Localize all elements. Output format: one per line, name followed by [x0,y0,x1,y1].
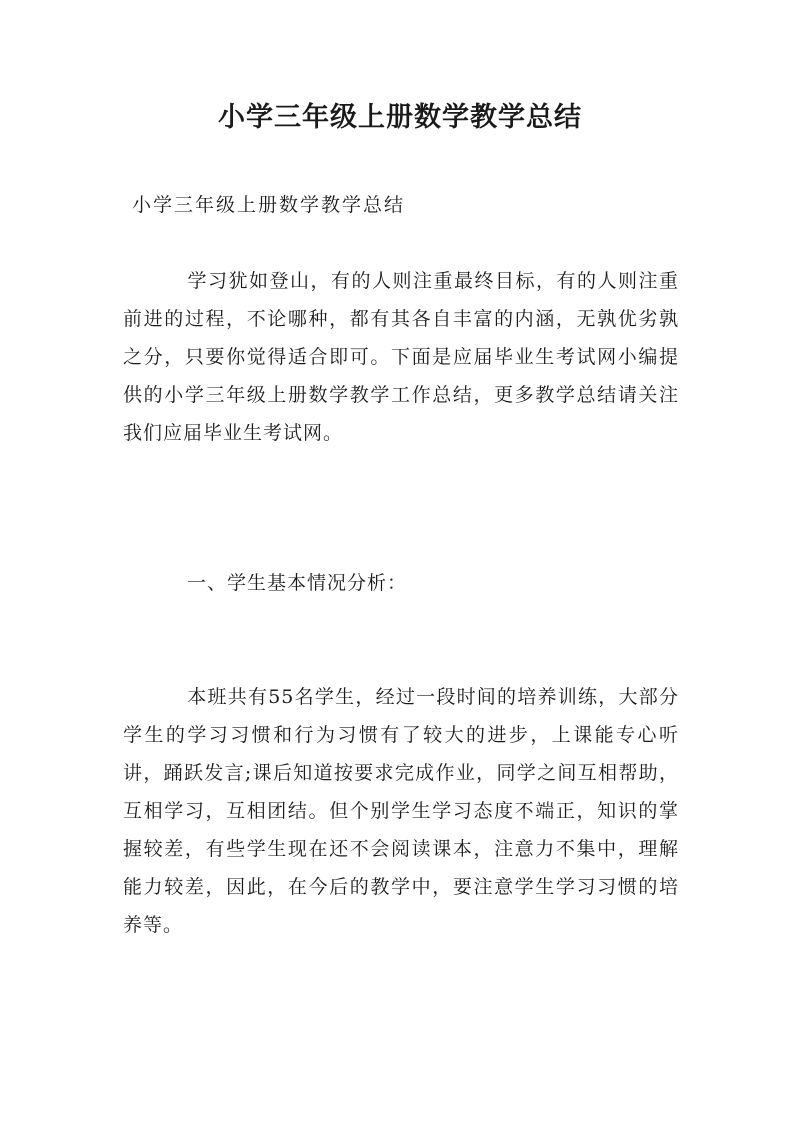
intro-paragraph [123,262,679,452]
student-analysis-text: 本班共有55名学生，经过一段时间的培养训练，大部分学生的学习习惯和行为习惯有了较大的进步，上课能专心听讲，踊跃发言;课后知道按要求完成作业，同学之间互相帮助，互相学习，互相团结。但个别学生学习态度不端正，知识的掌握较差，有些学生现在还不会阅读课本，注意力不集中，理解能力较差，因此，在今后的教学中，要注意学生学习习惯的培养等。 [123,686,679,936]
student-analysis-paragraph [123,678,679,944]
document-title: 小学三年级上册数学教学总结 [218,102,582,133]
intro-paragraph-text: 学习犹如登山，有的人则注重最终目标，有的人则注重前进的过程，不论哪种，都有其各自丰富的内涵，无孰优劣孰之分，只要你觉得适合即可。下面是应届毕业生考试网小编提供的小学三年级上册数学教学工作总结，更多教学总结请关注我们应届毕业生考试网。 [123,270,679,444]
document-subtitle: 小学三年级上册数学教学总结 [132,194,406,216]
section-heading: 一、学生基本情况分析： [187,572,408,594]
